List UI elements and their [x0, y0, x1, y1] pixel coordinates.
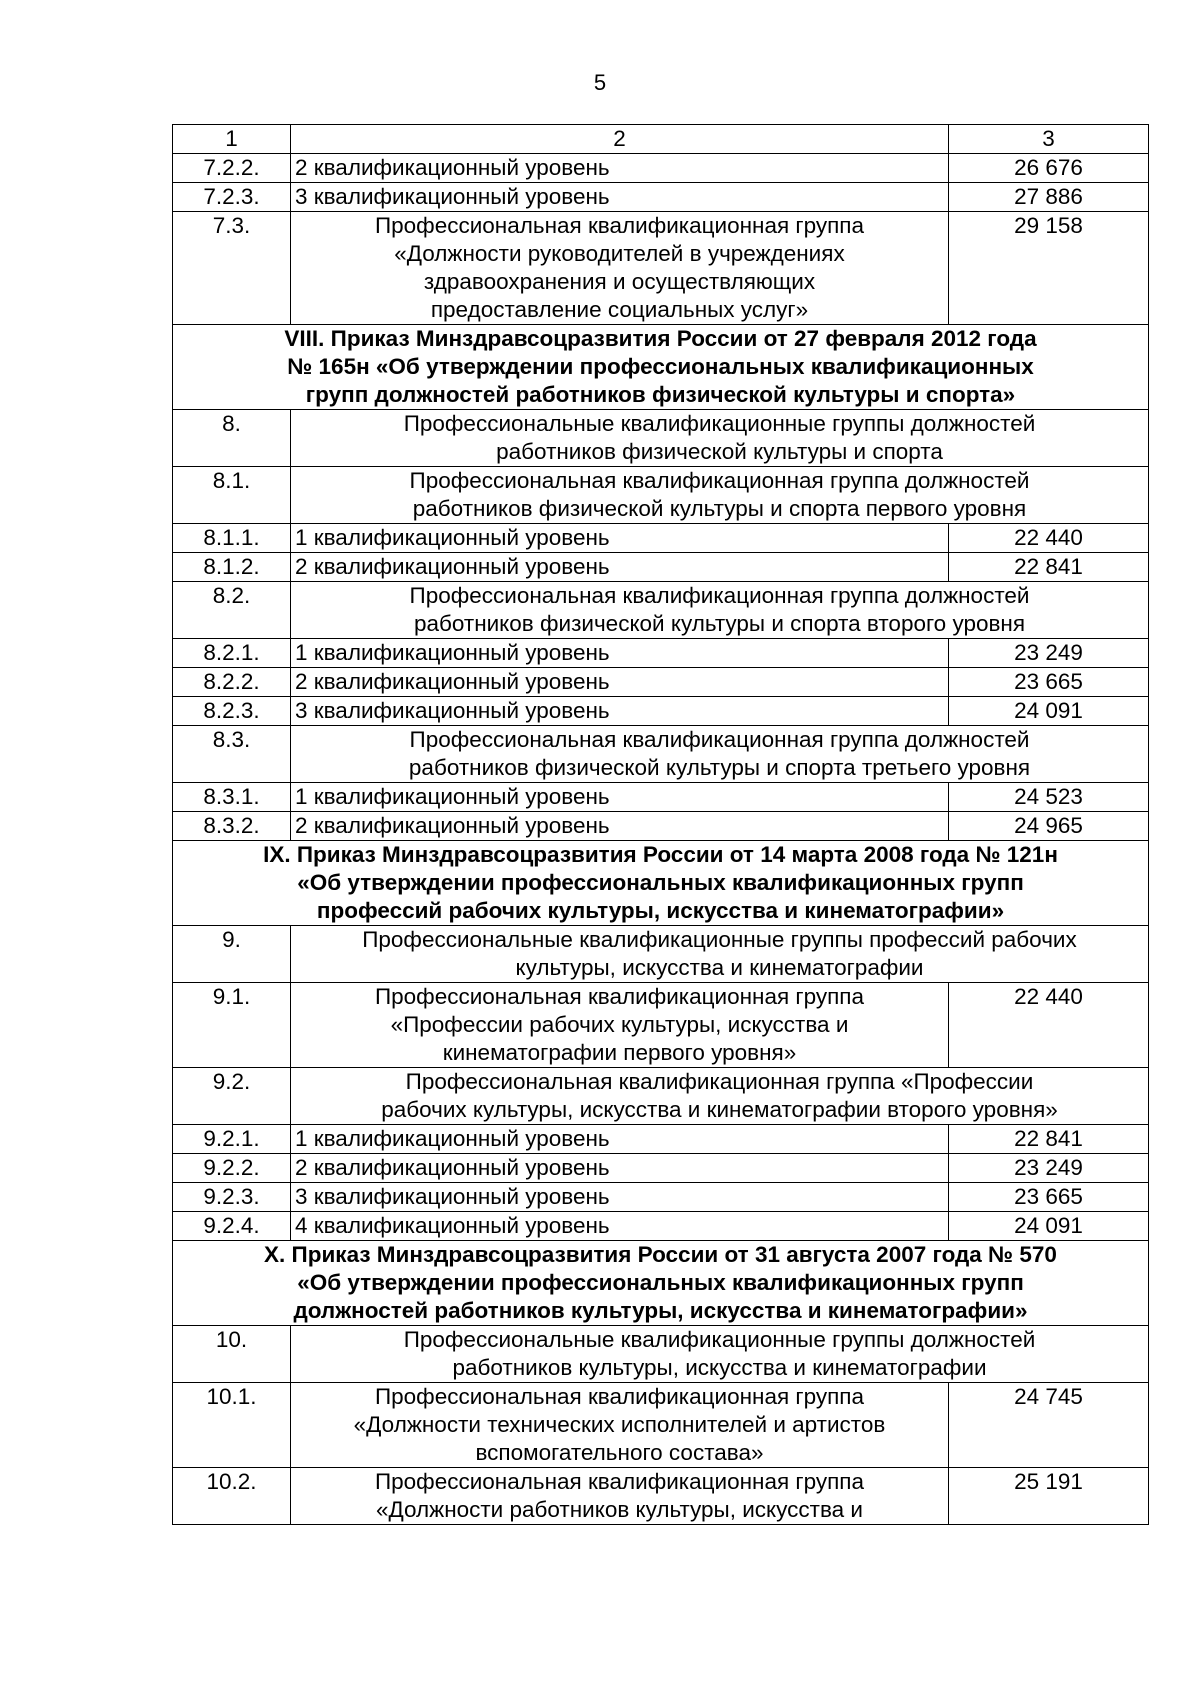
- row-number: 10.: [173, 1326, 291, 1383]
- group-name: [291, 212, 949, 325]
- text-line: вспомогательного состава»: [475, 1440, 764, 1465]
- table-body: [173, 125, 1149, 1525]
- salary-value: 22 841: [949, 1125, 1149, 1154]
- level-name: 2 квалификационный уровень: [291, 668, 949, 697]
- text-line: Профессиональная квалификационная группа должностей: [409, 727, 1030, 752]
- salary-value: 24 091: [949, 697, 1149, 726]
- text-line: рабочих культуры, искусства и кинематографии второго уровня»: [381, 1097, 1058, 1122]
- row-number: 8.: [173, 410, 291, 467]
- group-heading-row: [173, 726, 1149, 783]
- table-row: [173, 553, 1149, 582]
- text-line: здравоохранения и осуществляющих: [423, 269, 816, 294]
- table-row: [173, 154, 1149, 183]
- text-line: работников физической культуры и спорта третьего уровня: [408, 755, 1031, 780]
- salary-value: 22 440: [949, 983, 1149, 1068]
- group-name: [291, 1468, 949, 1525]
- section-title-row: [173, 325, 1149, 410]
- text-line: «Должности технических исполнителей и артистов: [353, 1412, 886, 1437]
- salary-value: 23 665: [949, 1183, 1149, 1212]
- text-line: Профессиональная квалификационная группа должностей: [409, 583, 1030, 608]
- salary-value: 24 965: [949, 812, 1149, 841]
- row-number: 8.1.2.: [173, 553, 291, 582]
- text-line: «Об утверждении профессиональных квалификационных групп: [297, 870, 1024, 895]
- text-line: «Должности работников культуры, искусства и: [375, 1497, 863, 1522]
- table-row: [173, 1212, 1149, 1241]
- salary-value: 27 886: [949, 183, 1149, 212]
- level-name: 2 квалификационный уровень: [291, 1154, 949, 1183]
- salary-value: 29 158: [949, 212, 1149, 325]
- group-row: [173, 212, 1149, 325]
- text-line: «Должности руководителей в учреждениях: [394, 241, 845, 266]
- section-title: [173, 325, 1149, 410]
- level-name: 1 квалификационный уровень: [291, 639, 949, 668]
- level-name: 3 квалификационный уровень: [291, 183, 949, 212]
- group-heading-row: [173, 582, 1149, 639]
- salary-value: 22 841: [949, 553, 1149, 582]
- group-row: [173, 1468, 1149, 1525]
- group-heading: [291, 467, 1149, 524]
- salary-value: 22 440: [949, 524, 1149, 553]
- table-row: [173, 1183, 1149, 1212]
- text-line: работников физической культуры и спорта второго уровня: [413, 611, 1026, 636]
- table-header-row: [173, 125, 1149, 154]
- text-line: кинематографии первого уровня»: [442, 1040, 797, 1065]
- row-number: 9.: [173, 926, 291, 983]
- row-number: 9.1.: [173, 983, 291, 1068]
- text-line: групп должностей работников физической культуры и спорта»: [305, 382, 1016, 407]
- text-line: Профессиональные квалификационные группы должностей: [403, 1327, 1036, 1352]
- text-line: Профессиональная квалификационная группа: [374, 1384, 865, 1409]
- text-line: предоставление социальных услуг»: [430, 297, 809, 322]
- table-row: [173, 183, 1149, 212]
- text-line: работников физической культуры и спорта: [496, 439, 943, 464]
- salary-value: 26 676: [949, 154, 1149, 183]
- row-number: 8.1.1.: [173, 524, 291, 553]
- section-title-row: [173, 841, 1149, 926]
- table-row: [173, 1154, 1149, 1183]
- row-number: 7.3.: [173, 212, 291, 325]
- level-name: 3 квалификационный уровень: [291, 1183, 949, 1212]
- salary-value: 24 745: [949, 1383, 1149, 1468]
- salary-value: 23 249: [949, 1154, 1149, 1183]
- text-line: Профессиональные квалификационные группы должностей: [403, 411, 1036, 436]
- row-number: 8.2.: [173, 582, 291, 639]
- row-number: 8.3.2.: [173, 812, 291, 841]
- group-heading-row: [173, 410, 1149, 467]
- group-heading-row: [173, 1326, 1149, 1383]
- group-heading: [291, 726, 1149, 783]
- table-row: [173, 668, 1149, 697]
- section-title-row: [173, 1241, 1149, 1326]
- text-line: Профессиональная квалификационная группа: [374, 1469, 865, 1494]
- text-line: должностей работников культуры, искусства и кинематографии»: [293, 1298, 1028, 1323]
- level-name: 1 квалификационный уровень: [291, 1125, 949, 1154]
- salary-table: [172, 124, 1149, 1525]
- text-line: профессий рабочих культуры, искусства и кинематографии»: [316, 898, 1005, 923]
- row-number: 10.1.: [173, 1383, 291, 1468]
- row-number: 7.2.2.: [173, 154, 291, 183]
- row-number: 8.3.: [173, 726, 291, 783]
- table-row: [173, 1125, 1149, 1154]
- level-name: 2 квалификационный уровень: [291, 812, 949, 841]
- group-heading: [291, 926, 1149, 983]
- table-row: [173, 812, 1149, 841]
- row-number: 9.2.2.: [173, 1154, 291, 1183]
- row-number: 8.2.3.: [173, 697, 291, 726]
- row-number: 9.2.: [173, 1068, 291, 1125]
- group-row: [173, 1383, 1149, 1468]
- level-name: 4 квалификационный уровень: [291, 1212, 949, 1241]
- level-name: 2 квалификационный уровень: [291, 553, 949, 582]
- level-name: 2 квалификационный уровень: [291, 154, 949, 183]
- text-line: «Профессии рабочих культуры, искусства и: [390, 1012, 849, 1037]
- text-line: Профессиональная квалификационная группа «Профессии: [405, 1069, 1034, 1094]
- section-title: [173, 841, 1149, 926]
- text-line: Профессиональная квалификационная группа: [374, 213, 865, 238]
- text-line: IX. Приказ Минздравсоцразвития России от 14 марта 2008 года № 121н: [263, 842, 1058, 867]
- row-number: 8.2.2.: [173, 668, 291, 697]
- salary-value: 23 665: [949, 668, 1149, 697]
- group-heading-row: [173, 1068, 1149, 1125]
- table-row: [173, 783, 1149, 812]
- text-line: культуры, искусства и кинематографии: [515, 955, 924, 980]
- row-number: 7.2.3.: [173, 183, 291, 212]
- table-row: [173, 524, 1149, 553]
- group-heading-row: [173, 467, 1149, 524]
- row-number: 10.2.: [173, 1468, 291, 1525]
- text-line: «Об утверждении профессиональных квалификационных групп: [297, 1270, 1024, 1295]
- salary-value: 24 091: [949, 1212, 1149, 1241]
- text-line: Профессиональная квалификационная группа: [374, 984, 865, 1009]
- text-line: X. Приказ Минздравсоцразвития России от 31 августа 2007 года № 570: [264, 1242, 1057, 1267]
- group-heading-row: [173, 926, 1149, 983]
- text-line: Профессиональные квалификационные группы профессий рабочих: [362, 927, 1077, 952]
- group-heading: [291, 1068, 1149, 1125]
- row-number: 8.2.1.: [173, 639, 291, 668]
- group-heading: [291, 410, 1149, 467]
- salary-value: 23 249: [949, 639, 1149, 668]
- page-number: 5: [593, 70, 607, 95]
- text-line: работников культуры, искусства и кинематографии: [452, 1355, 987, 1380]
- level-name: 1 квалификационный уровень: [291, 783, 949, 812]
- table-row: [173, 697, 1149, 726]
- row-number: 9.2.1.: [173, 1125, 291, 1154]
- row-number: 9.2.3.: [173, 1183, 291, 1212]
- text-line: VIII. Приказ Минздравсоцразвития России от 27 февраля 2012 года: [284, 326, 1037, 351]
- group-name: [291, 983, 949, 1068]
- row-number: 8.3.1.: [173, 783, 291, 812]
- row-number: 8.1.: [173, 467, 291, 524]
- row-number: 9.2.4.: [173, 1212, 291, 1241]
- salary-value: 25 191: [949, 1468, 1149, 1525]
- group-heading: [291, 582, 1149, 639]
- group-row: [173, 983, 1149, 1068]
- salary-value: 24 523: [949, 783, 1149, 812]
- column-header-3: 3: [949, 125, 1149, 154]
- level-name: 3 квалификационный уровень: [291, 697, 949, 726]
- section-title: [173, 1241, 1149, 1326]
- table-row: [173, 639, 1149, 668]
- column-header-1: 1: [173, 125, 291, 154]
- column-header-2: 2: [291, 125, 949, 154]
- group-name: [291, 1383, 949, 1468]
- text-line: работников физической культуры и спорта первого уровня: [412, 496, 1027, 521]
- group-heading: [291, 1326, 1149, 1383]
- text-line: Профессиональная квалификационная группа должностей: [409, 468, 1030, 493]
- level-name: 1 квалификационный уровень: [291, 524, 949, 553]
- text-line: № 165н «Об утверждении профессиональных квалификационных: [287, 354, 1034, 379]
